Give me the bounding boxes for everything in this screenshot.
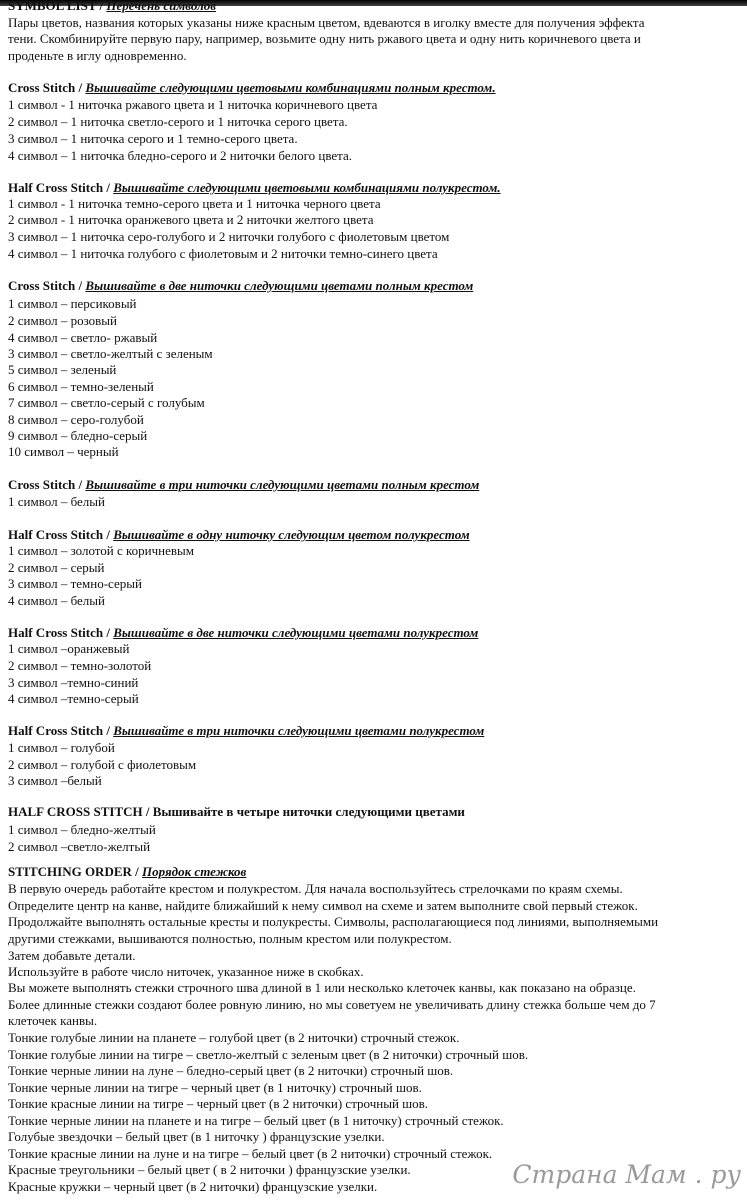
list-item: 2 символ – розовый [8, 313, 117, 328]
intro-line: проденьте в иглу одновременно. [8, 48, 187, 63]
symbol-list-heading-en: SYMBOL LIST / [8, 0, 104, 13]
list-item: 4 символ – светло- ржавый [8, 330, 158, 345]
list-item: 8 символ – серо-голубой [8, 412, 144, 427]
section-heading-ru: Вышивайте в три ниточки следующими цветами полным крестом [85, 477, 480, 492]
list-item: 4 символ –темно-серый [8, 691, 139, 706]
paragraph-line: клеточек канвы. [8, 1013, 98, 1028]
list-item: 2 символ – 1 ниточка светло-серого и 1 ниточка серого цвета. [8, 114, 348, 129]
section-heading [8, 527, 470, 542]
symbol-list-heading [8, 0, 216, 13]
paragraph-line: другими стежками, вышиваются полностью, полным крестом или полукрестом. [8, 931, 452, 946]
list-item: 6 символ – темно-зеленый [8, 379, 154, 394]
list-item: 4 символ – белый [8, 593, 105, 608]
section-heading-ru: Вышивайте в три ниточки следующими цветами полукрестом [113, 723, 485, 738]
list-item: 4 символ – 1 ниточка голубого с фиолетовым и 2 ниточки темно-синего цвета [8, 246, 438, 261]
paragraph-line: Красные треугольники – белый цвет ( в 2 ниточки ) французские узелки. [8, 1162, 411, 1177]
section-heading-en: Cross Stitch / [8, 477, 83, 492]
list-item: 7 символ – светло-серый с голубым [8, 395, 205, 410]
paragraph-line: Тонкие черные линии на тигре – черный цвет (в 1 ниточку) строчный шов. [8, 1080, 422, 1095]
section-heading-ru: Вышивайте в четыре ниточки следующими цветами [152, 804, 465, 819]
list-item: 1 символ – белый [8, 494, 105, 509]
section-heading [8, 723, 484, 738]
section-heading [8, 804, 465, 819]
section-heading-en: Half Cross Stitch / [8, 723, 110, 738]
list-item: 1 символ –оранжевый [8, 641, 130, 656]
section-heading-en: Half Cross Stitch / [8, 527, 110, 542]
section-heading-ru: Вышивайте в две ниточки следующими цветами полным крестом [85, 278, 474, 293]
list-item: 2 символ – темно-золотой [8, 658, 152, 673]
paragraph-line: Тонкие красные линии на луне и на тигре – белый цвет (в 2 ниточки) строчный стежок. [8, 1146, 493, 1161]
stitching-order-heading [8, 864, 246, 879]
paragraph-line: Красные кружки – черный цвет (в 2 ниточки) французские узелки. [8, 1179, 378, 1194]
section-heading-ru: Вышивайте следующими цветовыми комбинациями полным крестом. [85, 80, 496, 95]
list-item: 4 символ – 1 ниточка бледно-серого и 2 ниточки белого цвета. [8, 148, 353, 163]
paragraph-line: Тонкие черные линии на планете и на тигре – белый цвет (в 1 ниточку) строчный стежок. [8, 1113, 504, 1128]
section-heading-ru: Вышивайте в две ниточки следующими цветами полукрестом [113, 625, 479, 640]
list-item: 1 символ - 1 ниточка ржавого цвета и 1 ниточка коричневого цвета [8, 97, 378, 112]
symbol-list-heading-ru: Перечень символов [106, 0, 217, 13]
list-item: 3 символ – темно-серый [8, 576, 142, 591]
paragraph-line: Вы можете выполнять стежки строчного шва длиной в 1 или несколько клеточек канвы, как показано на образце. [8, 980, 636, 995]
section-heading [8, 180, 501, 195]
section-heading [8, 278, 473, 293]
list-item: 2 символ –светло-желтый [8, 839, 151, 854]
paragraph-line: Используйте в работе число ниточек, указанное ниже в скобках. [8, 964, 364, 979]
section-heading-en: Cross Stitch / [8, 278, 83, 293]
paragraph-line: Более длинные стежки создают более ровную линию, но мы советуем не увеличивать длину стежка больше чем до 7 [8, 997, 656, 1012]
section-heading [8, 477, 479, 492]
list-item: 1 символ – голубой [8, 740, 115, 755]
intro-line: тени. Скомбинируйте первую пару, например, возьмите одну нить ржавого цвета и одну нить коричневого цвета и [8, 31, 641, 46]
list-item: 9 символ – бледно-серый [8, 428, 148, 443]
list-item: 3 символ – 1 ниточка серого и 1 темно-серого цвета. [8, 131, 298, 146]
list-item: 5 символ – зеленый [8, 362, 117, 377]
intro-line: Пары цветов, названия которых указаны ниже красным цветом, вдеваются в иголку вместе для получения эффекта [8, 15, 645, 30]
section-heading-ru: Вышивайте в одну ниточку следующим цветом полукрестом [113, 527, 470, 542]
list-item: 1 символ – бледно-желтый [8, 822, 156, 837]
paragraph-line: Тонкие черные линии на луне – бледно-серый цвет (в 2 ниточки) строчный шов. [8, 1063, 454, 1078]
list-item: 2 символ - 1 ниточка оранжевого цвета и 2 ниточки желтого цвета [8, 212, 374, 227]
section-heading-en: Cross Stitch / [8, 80, 83, 95]
list-item: 1 символ - 1 ниточка темно-серого цвета и 1 ниточка черного цвета [8, 196, 381, 211]
section-heading-ru: Вышивайте следующими цветовыми комбинациями полукрестом. [113, 180, 501, 195]
list-item: 3 символ –темно-синий [8, 675, 139, 690]
paragraph-line: В первую очередь работайте крестом и полукрестом. Для начала воспользуйтесь стрелочками по краям схемы. [8, 881, 623, 896]
stitching-order-heading-en: STITCHING ORDER / [8, 864, 139, 879]
list-item: 2 символ – голубой с фиолетовым [8, 757, 197, 772]
paragraph-line: Продолжайте выполнять остальные кресты и полукресты. Символы, располагающиеся под линиями, выполняемыми [8, 914, 659, 929]
list-item: 10 символ – черный [8, 444, 119, 459]
list-item: 3 символ –белый [8, 773, 102, 788]
list-item: 2 символ – серый [8, 560, 105, 575]
section-heading [8, 80, 496, 95]
paragraph-line: Голубые звездочки – белый цвет (в 1 ниточку ) французские узелки. [8, 1129, 385, 1144]
list-item: 3 символ – 1 ниточка серо-голубого и 2 ниточки голубого с фиолетовым цветом [8, 229, 450, 244]
stitching-order-heading-ru: Порядок стежков [142, 864, 247, 879]
paragraph-line: Затем добавьте детали. [8, 948, 136, 963]
paragraph-line: Тонкие голубые линии на тигре – светло-желтый с зеленым цвет (в 2 ниточки) строчный шов. [8, 1047, 529, 1062]
paragraph-line: Тонкие красные линии на тигре – черный цвет (в 2 ниточки) строчный шов. [8, 1096, 429, 1111]
paragraph-line: Тонкие голубые линии на планете – голубой цвет (в 2 ниточки) строчный стежок. [8, 1030, 460, 1045]
list-item: 1 символ – персиковый [8, 296, 137, 311]
site-watermark: Страна Мам . ру [512, 1160, 741, 1189]
list-item: 1 символ – золотой с коричневым [8, 543, 194, 558]
paragraph-line: Определите центр на канве, найдите ближайший к нему символ на схеме и затем выполните свой первый стежок. [8, 898, 638, 913]
section-heading-en: Half Cross Stitch / [8, 180, 110, 195]
list-item: 3 символ – светло-желтый с зеленым [8, 346, 213, 361]
section-heading [8, 625, 478, 640]
section-heading-en: HALF CROSS STITCH / [8, 804, 150, 819]
section-heading-en: Half Cross Stitch / [8, 625, 110, 640]
